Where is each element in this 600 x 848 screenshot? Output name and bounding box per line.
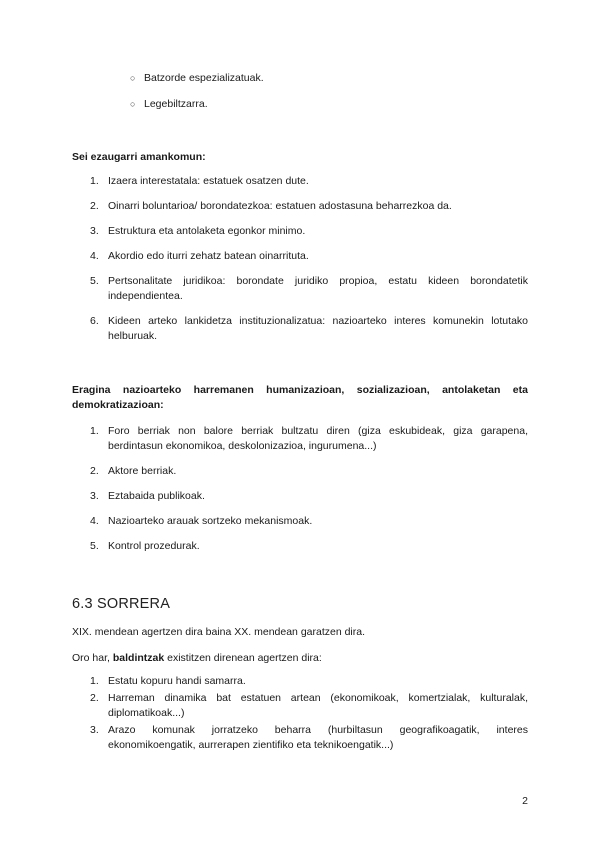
page-number: 2 — [522, 795, 528, 807]
list-item-text: Estatu kopuru handi samarra. — [108, 675, 246, 687]
list-item-text: Foro berriak non balore berriak bultzatu diren (giza eskubideak, giza garapena, berdintasun ekonomikoa, deskolonizazioa, ingurumena...) — [108, 425, 528, 452]
list-item — [72, 691, 528, 721]
section-title-common-features: Sei ezaugarri amankomun: — [72, 151, 206, 163]
list-number: 2. — [90, 200, 99, 212]
paragraph-conditions — [72, 651, 528, 666]
section-title-influence: Eragina nazioarteko harremanen humanizazioan, sozializazioan, antolaketan eta demokratizazioan: — [72, 384, 528, 411]
list-number: 6. — [90, 315, 99, 327]
paragraph-text: Oro har, — [72, 652, 113, 664]
list-number: 1. — [90, 175, 99, 187]
list-number: 3. — [90, 490, 99, 502]
list-item-text: Legebiltzarra. — [144, 98, 208, 110]
list-item-text: Estruktura eta antolaketa egonkor minimo. — [108, 225, 306, 237]
list-item — [72, 174, 528, 189]
list-item — [72, 514, 528, 529]
list-number: 5. — [90, 540, 99, 552]
paragraph-intro: XIX. mendean agertzen dira baina XX. mendean garatzen dira. — [72, 626, 366, 638]
list-number: 1. — [90, 425, 99, 437]
list-item-text: Aktore berriak. — [108, 465, 177, 477]
paragraph-text: existitzen direnean agertzen dira: — [164, 652, 322, 664]
list-item — [130, 70, 264, 96]
list-item-text: Kideen arteko lankidetza instituzionalizatua: nazioarteko interes komunekin lotutako helburuak. — [108, 315, 528, 342]
list-item-text: Nazioarteko arauak sortzeko mekanismoak. — [108, 515, 313, 527]
list-item-text: Pertsonalitate juridikoa: borondate juridiko propioa, estatu kideen borondatetik independientea. — [108, 275, 528, 302]
list-item-text: Akordio edo iturri zehatz batean oinarrituta. — [108, 250, 309, 262]
section-heading-sorrera: 6.3 SORRERA — [72, 596, 171, 612]
paragraph-bold-text: baldintzak — [112, 652, 165, 664]
sub-bullet-list — [130, 70, 264, 122]
list-item-text: Eztabaida publikoak. — [108, 490, 205, 502]
list-item — [72, 723, 528, 753]
list-number: 3. — [90, 724, 99, 736]
hollow-circle-bullet-icon: ○ — [130, 73, 136, 83]
list-item-text: Kontrol prozedurak. — [108, 540, 200, 552]
conditions-list — [72, 674, 528, 755]
list-number: 1. — [90, 675, 99, 687]
list-number: 4. — [90, 515, 99, 527]
list-item-text: Arazo komunak jorratzeko beharra (hurbiltasun geografikoagatik, interes ekonomikoengatik, aurrerapen zientifiko eta teknikoengatik...) — [108, 724, 528, 751]
list-item — [72, 539, 528, 554]
list-item — [72, 489, 528, 504]
common-features-list — [72, 174, 528, 354]
list-item — [72, 224, 528, 239]
list-number: 2. — [90, 465, 99, 477]
list-item — [72, 274, 528, 304]
list-item-text: Batzorde espezializatuak. — [144, 72, 264, 84]
list-number: 5. — [90, 275, 99, 287]
list-item — [72, 424, 528, 454]
list-item-text: Izaera interestatala: estatuek osatzen dute. — [108, 175, 309, 187]
list-item — [72, 464, 528, 479]
influence-list — [72, 424, 528, 564]
list-item — [72, 199, 528, 214]
list-item-text: Oinarri boluntarioa/ borondatezkoa: estatuen adostasuna beharrezkoa da. — [108, 200, 452, 212]
list-item — [72, 674, 528, 689]
list-item — [130, 96, 264, 122]
list-item — [72, 249, 528, 264]
list-number: 4. — [90, 250, 99, 262]
list-number: 2. — [90, 692, 99, 704]
hollow-circle-bullet-icon: ○ — [130, 99, 136, 109]
list-item-text: Harreman dinamika bat estatuen artean (ekonomikoak, komertzialak, kulturalak, diplomatikoak...) — [108, 692, 528, 719]
list-number: 3. — [90, 225, 99, 237]
list-item — [72, 314, 528, 344]
